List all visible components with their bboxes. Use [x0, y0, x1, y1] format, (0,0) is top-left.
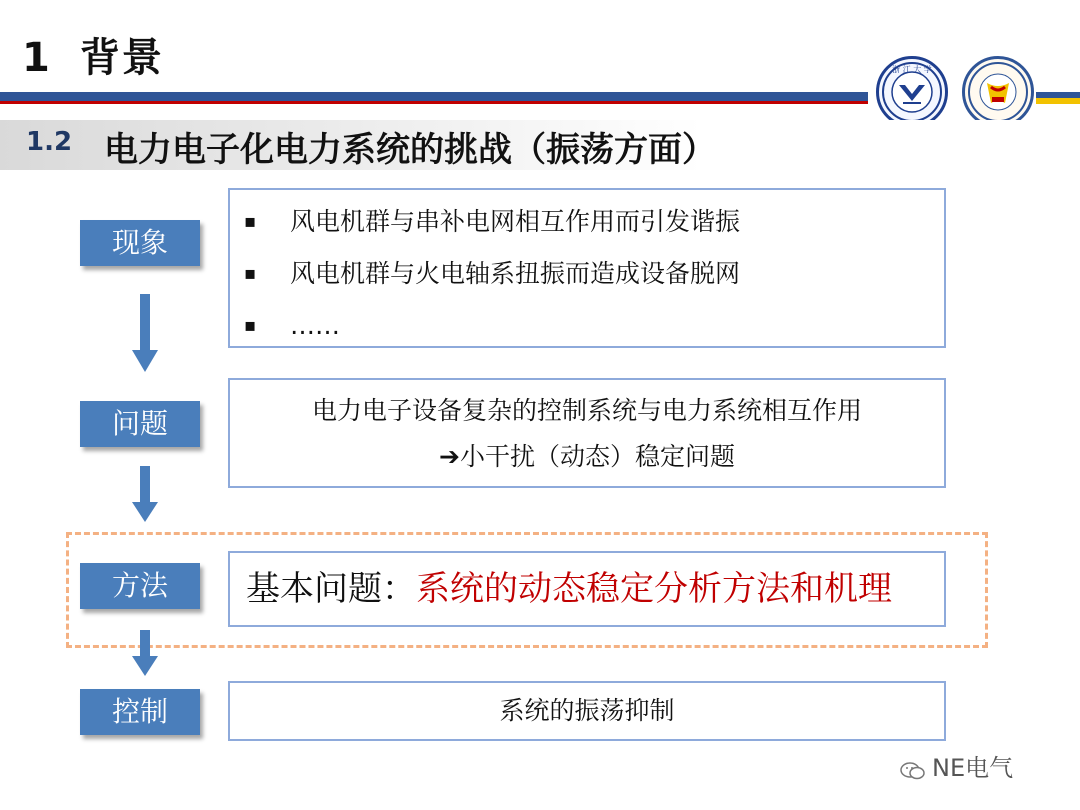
step-label-method: 方法 [80, 563, 200, 609]
method-text [246, 553, 892, 625]
problem-line-2: ➔小干扰（动态）稳定问题 [439, 442, 735, 471]
method-box [228, 551, 946, 627]
down-arrow-icon [132, 294, 150, 374]
watermark [900, 748, 1013, 783]
down-arrow-icon [132, 630, 150, 678]
slide-number: 1 [22, 35, 52, 81]
header-bar-right [1036, 92, 1080, 104]
bullet-marker: ▪ [244, 263, 257, 284]
bullet-item [230, 196, 944, 248]
bullet-item [230, 300, 944, 352]
bullet-text: 风电机群与火电轴系扭振而造成设备脱网 [290, 259, 741, 288]
step-label-problem: 问题 [80, 401, 200, 447]
control-box [228, 681, 946, 741]
bullet-text: …… [290, 311, 340, 340]
step-label-phenomenon: 现象 [80, 220, 200, 266]
bullet-text: 风电机群与串补电网相互作用而引发谐振 [290, 207, 741, 236]
slide-title [22, 26, 164, 83]
bullet-marker: ▪ [244, 211, 257, 232]
slide-title-text: 背景 [79, 35, 164, 81]
zhejiang-university-logo [876, 56, 948, 128]
phenomenon-box [228, 188, 946, 348]
down-arrow-icon [132, 466, 150, 524]
section-number: 1.2 [26, 127, 73, 157]
method-highlight: 系统的动态稳定分析方法和机理 [416, 569, 892, 609]
section-title: 电力电子化电力系统的挑战（振荡方面） [104, 130, 716, 170]
watermark-text: NE电气 [932, 754, 1014, 782]
bullet-marker: ▪ [244, 315, 257, 336]
problem-line-1: 电力电子设备复杂的控制系统与电力系统相互作用 [311, 396, 862, 425]
electrical-society-logo [962, 56, 1034, 128]
header-bar-accent [0, 101, 868, 104]
method-prefix: 基本问题： [246, 569, 416, 609]
control-text: 系统的振荡抑制 [499, 696, 675, 725]
bullet-item [230, 248, 944, 300]
svg-text:浙 江 大 学: 浙 江 大 学 [892, 65, 932, 74]
wechat-icon [900, 759, 926, 779]
problem-box [228, 378, 946, 488]
step-label-control: 控制 [80, 689, 200, 735]
